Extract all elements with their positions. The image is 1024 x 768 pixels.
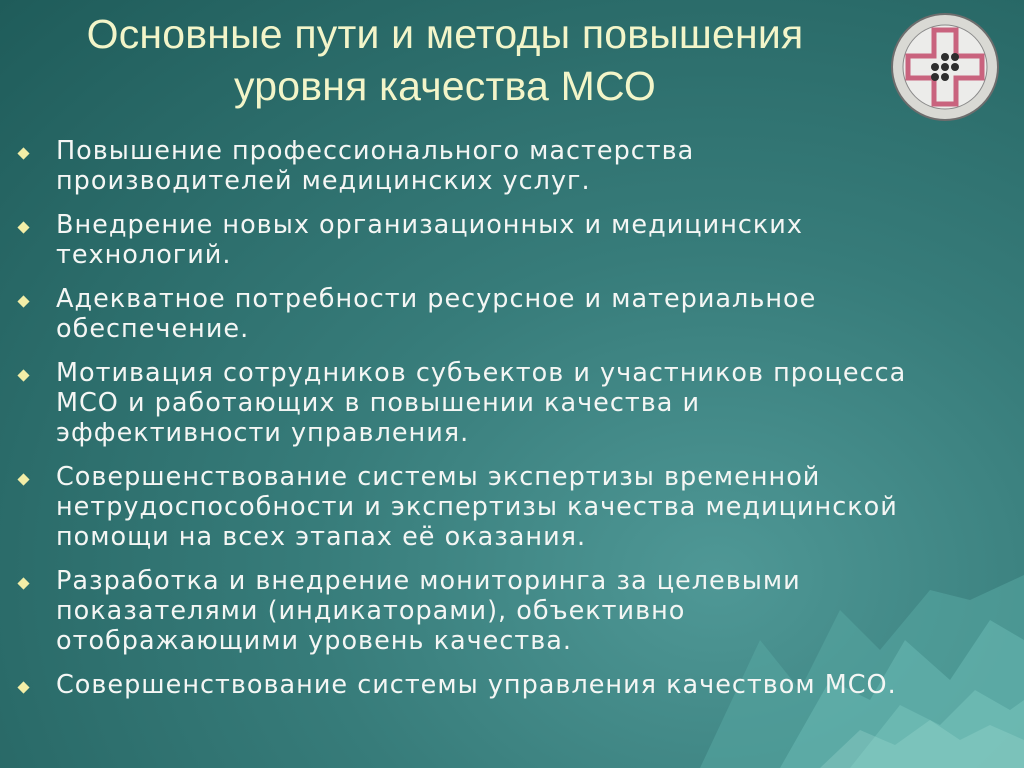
bullet-item [16, 210, 1016, 270]
bullet-text-line: МСО и работающих в повышении качества и [56, 388, 701, 418]
bullet-text-line: эффективности управления. [56, 418, 470, 448]
bullet-text-line: помощи на всех этапах её оказания. [56, 522, 587, 552]
bullet-text-line: Разработка и внедрение мониторинга за целевыми [56, 566, 801, 596]
bullet-text-line: Мотивация сотрудников субъектов и участников процесса [56, 358, 907, 388]
bullet-text-line: нетрудоспособности и экспертизы качества медицинской [56, 492, 898, 522]
diamond-bullet-icon [17, 577, 29, 589]
bullet-text-line: производителей медицинских услуг. [56, 166, 591, 196]
slide-title [20, 8, 870, 112]
diamond-bullet-icon [17, 295, 29, 307]
bullet-item [16, 284, 1016, 344]
slide-title-line: уровня качества МСО [234, 63, 656, 109]
bullet-item [16, 566, 1016, 656]
diamond-bullet-icon [17, 681, 29, 693]
bullet-text-line: обеспечение. [56, 314, 250, 344]
bullet-item [16, 136, 1016, 196]
bullet-text-line: показателями (индикаторами), объективно [56, 596, 686, 626]
bullet-text-line: отображающими уровень качества. [56, 626, 572, 656]
bullet-text-line: Адекватное потребности ресурсное и материальное [56, 284, 817, 314]
bullet-text-line: Совершенствование системы управления качеством МСО. [56, 670, 897, 700]
bullet-item [16, 358, 1016, 448]
bullet-item [16, 670, 1016, 700]
slide-title-line: Основные пути и методы повышения [86, 11, 804, 57]
bullet-item [16, 462, 1016, 552]
bullet-list [16, 136, 1016, 714]
bullet-text-line: технологий. [56, 240, 232, 270]
bullet-text-line: Внедрение новых организационных и медицинских [56, 210, 803, 240]
diamond-bullet-icon [17, 369, 29, 381]
diamond-bullet-icon [17, 147, 29, 159]
bullet-text-line: Повышение профессионального мастерства [56, 136, 695, 166]
diamond-bullet-icon [17, 221, 29, 233]
medical-center-seal-icon [890, 12, 1000, 122]
diamond-bullet-icon [17, 473, 29, 485]
bullet-text-line: Совершенствование системы экспертизы временной [56, 462, 821, 492]
